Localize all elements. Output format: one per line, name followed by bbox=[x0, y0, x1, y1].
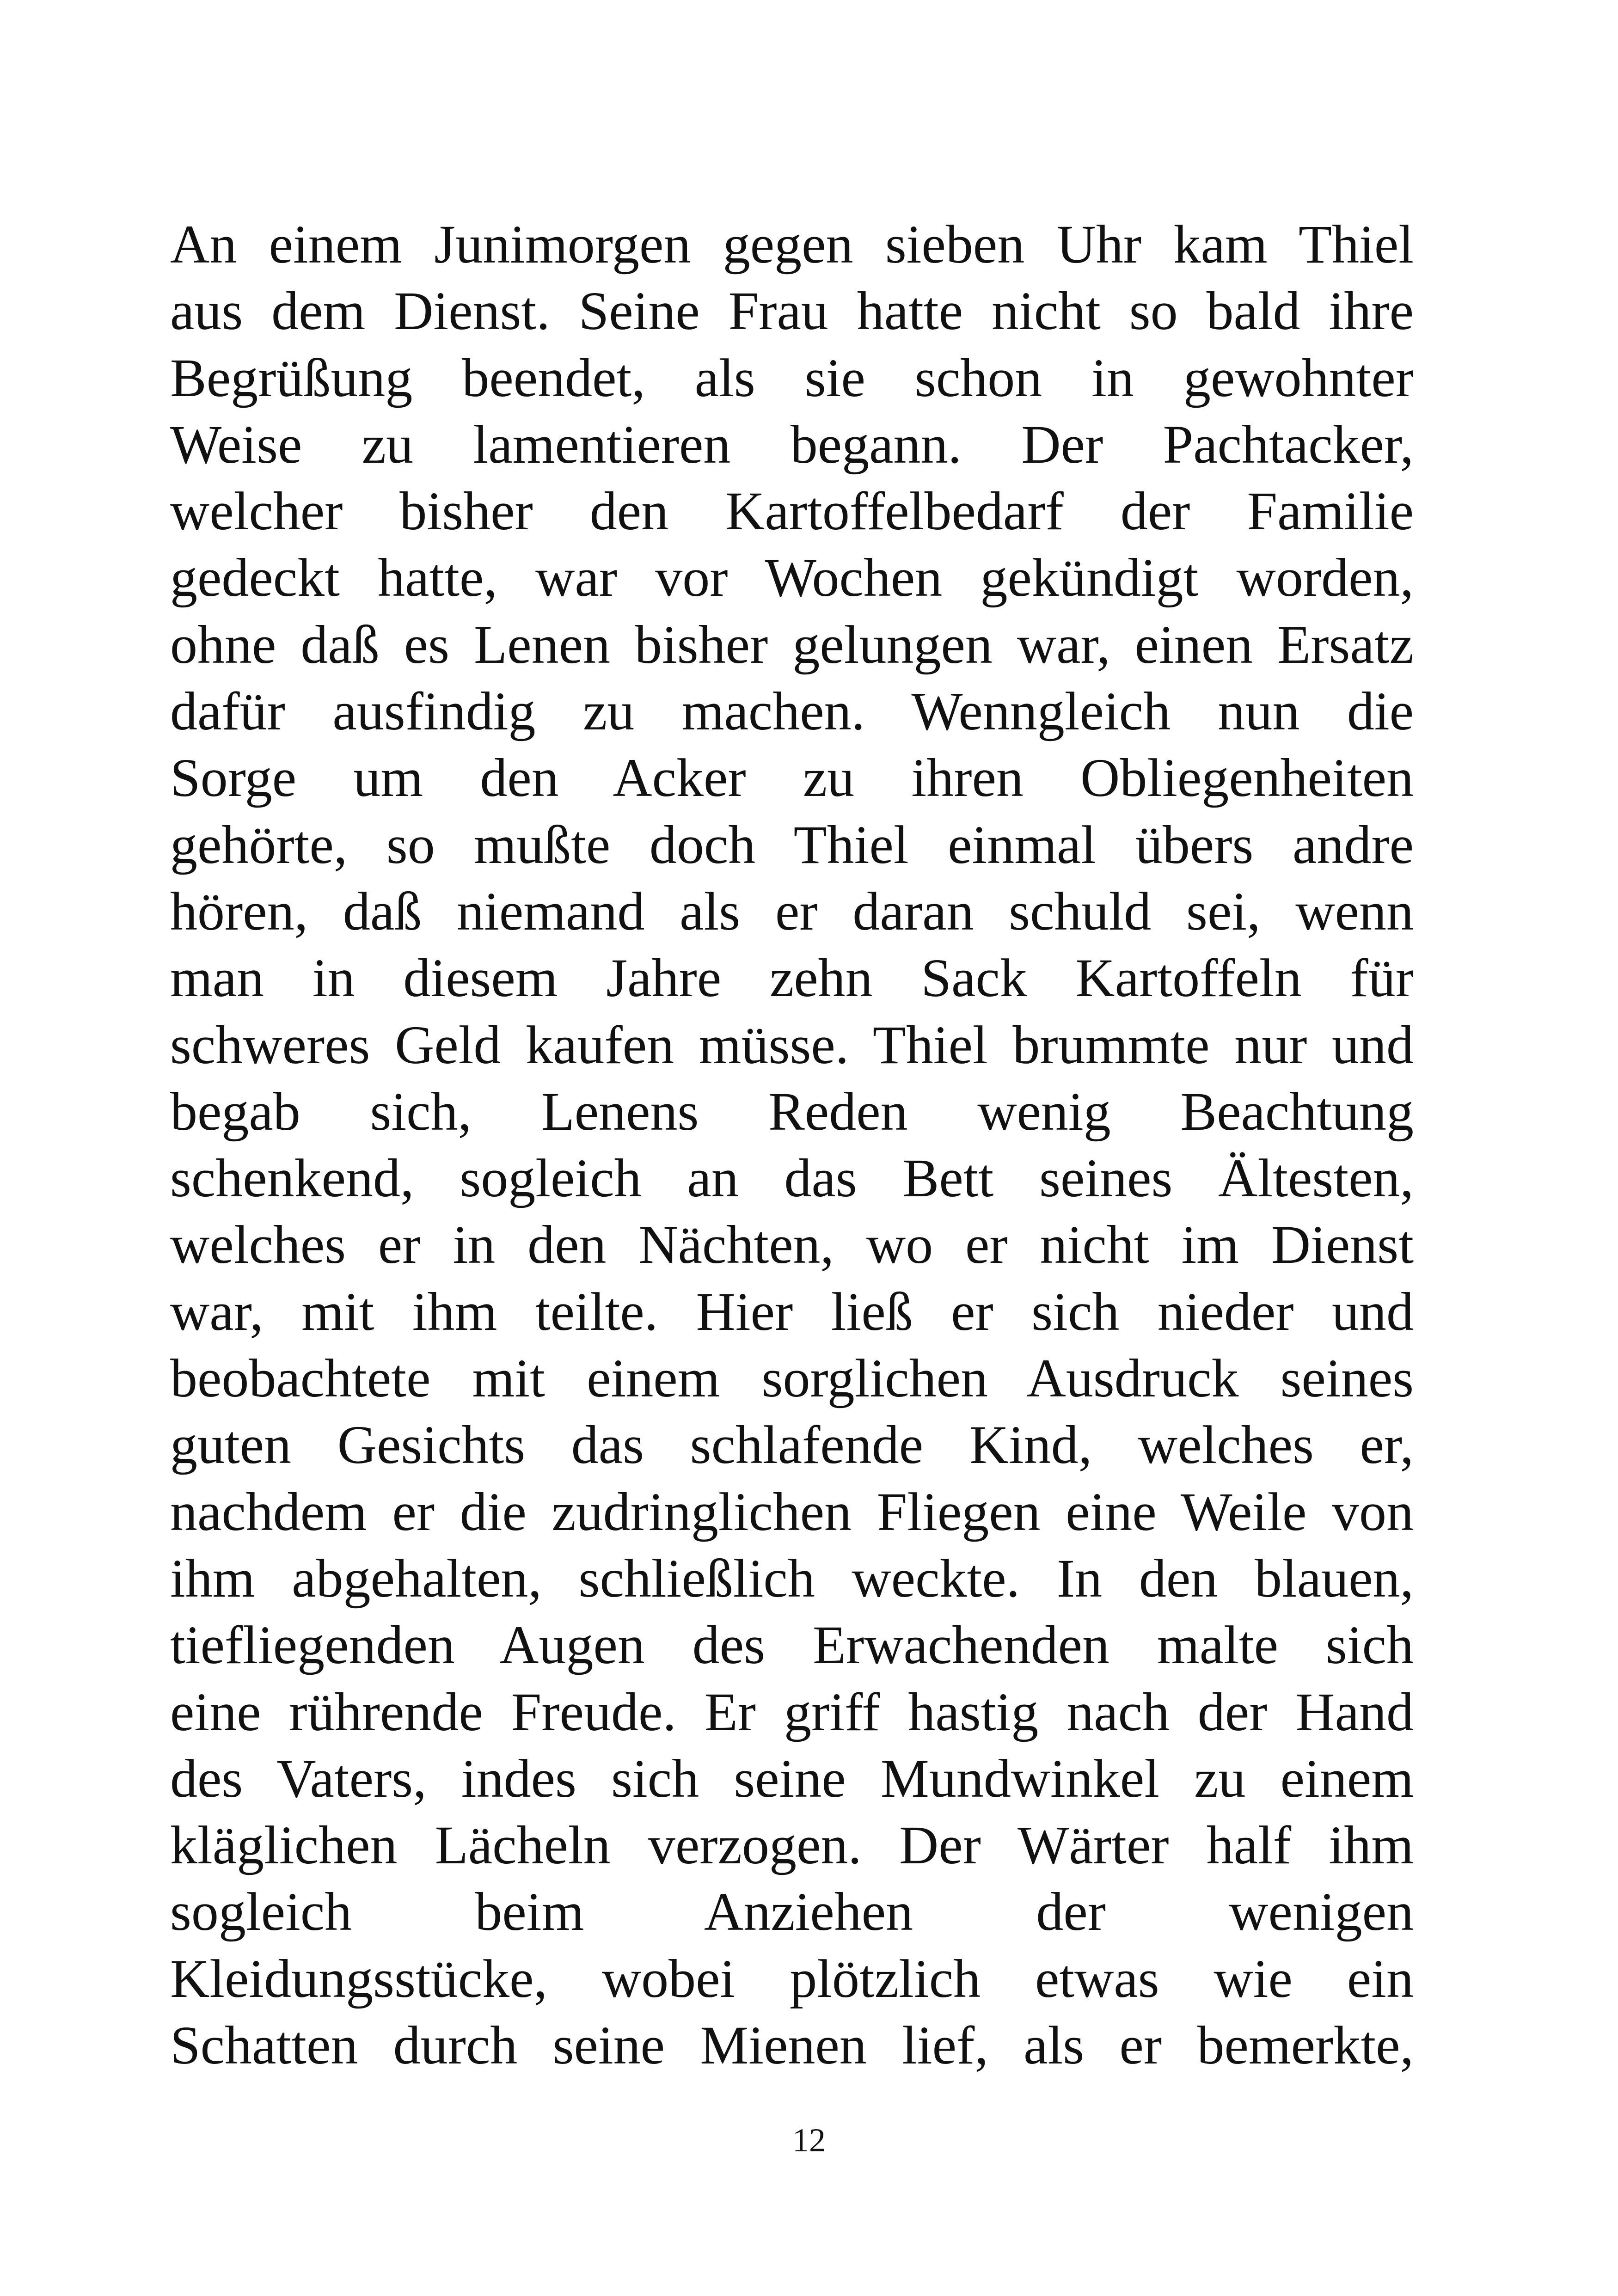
text-line: welches er in den Nächten, wo er nicht im Dienst bbox=[170, 1214, 1414, 1275]
page-number: 12 bbox=[792, 2122, 826, 2159]
text-line: sogleich beim Anziehen der wenigen bbox=[170, 1881, 1414, 1942]
body-text bbox=[170, 211, 1414, 2079]
text-line: nachdem er die zudringlichen Fliegen eine Weile von bbox=[170, 1481, 1414, 1542]
text-line: kläglichen Lächeln verzogen. Der Wärter half ihm bbox=[170, 1815, 1414, 1876]
text-line: schenkend, sogleich an das Bett seines Ältesten, bbox=[170, 1148, 1414, 1209]
text-line: Begrüßung beendet, als sie schon in gewohnter bbox=[170, 347, 1414, 408]
text-line: des Vaters, indes sich seine Mundwinkel zu einem bbox=[170, 1748, 1414, 1809]
text-line: tiefliegenden Augen des Erwachenden malte sich bbox=[170, 1615, 1414, 1676]
text-line: man in diesem Jahre zehn Sack Kartoffeln für bbox=[170, 948, 1414, 1009]
text-line: guten Gesichts das schlafende Kind, welches er, bbox=[170, 1414, 1414, 1476]
text-line: beobachtete mit einem sorglichen Ausdruck seines bbox=[170, 1348, 1414, 1409]
text-line: Schatten durch seine Mienen lief, als er bemerkte, bbox=[170, 2015, 1414, 2076]
text-line: hören, daß niemand als er daran schuld sei, wenn bbox=[170, 881, 1414, 942]
text-line: eine rührende Freude. Er griff hastig nach der Hand bbox=[170, 1681, 1414, 1742]
text-line: war, mit ihm teilte. Hier ließ er sich nieder und bbox=[170, 1281, 1414, 1342]
text-line: aus dem Dienst. Seine Frau hatte nicht so bald ihre bbox=[170, 281, 1414, 342]
text-line: schweres Geld kaufen müsse. Thiel brummte nur und bbox=[170, 1014, 1414, 1075]
text-line: welcher bisher den Kartoffelbedarf der Familie bbox=[170, 481, 1414, 542]
text-line: Kleidungsstücke, wobei plötzlich etwas wie ein bbox=[170, 1948, 1414, 2009]
text-line: gehörte, so mußte doch Thiel einmal übers andre bbox=[170, 814, 1414, 875]
text-line: Sorge um den Acker zu ihren Obliegenheiten bbox=[170, 747, 1414, 808]
text-line: gedeckt hatte, war vor Wochen gekündigt worden, bbox=[170, 547, 1414, 608]
text-line: begab sich, Lenens Reden wenig Beachtung bbox=[170, 1081, 1414, 1142]
text-line: dafür ausfindig zu machen. Wenngleich nun die bbox=[170, 681, 1414, 742]
text-line: ihm abgehalten, schließlich weckte. In den blauen, bbox=[170, 1548, 1414, 1609]
text-line: An einem Junimorgen gegen sieben Uhr kam Thiel bbox=[170, 214, 1414, 275]
text-line: Weise zu lamentieren begann. Der Pachtacker, bbox=[170, 414, 1414, 475]
text-line: ohne daß es Lenen bisher gelungen war, einen Ersatz bbox=[170, 614, 1414, 675]
